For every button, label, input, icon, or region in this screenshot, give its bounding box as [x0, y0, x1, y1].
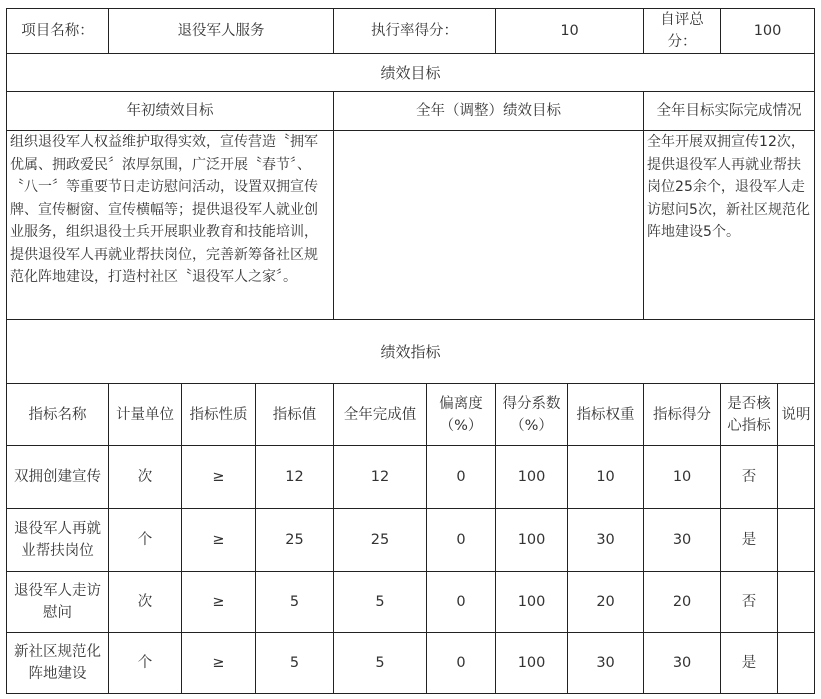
indicator-actual: 5: [334, 633, 427, 694]
indicator-unit: 个: [109, 509, 182, 572]
indicator-score: 20: [644, 572, 721, 633]
indicator-actual: 5: [334, 572, 427, 633]
goals-section-row: [7, 54, 815, 92]
indicator-weight: 30: [568, 509, 644, 572]
col-header-coef: 得分系数（%）: [496, 384, 568, 446]
indicator-core: 是: [721, 633, 778, 694]
indicator-weight: 30: [568, 633, 644, 694]
indicator-unit: 次: [109, 446, 182, 509]
indicator-deviation: 0: [427, 509, 496, 572]
indicator-nature: ≥: [182, 633, 256, 694]
project-name-value: 退役军人服务: [109, 9, 334, 54]
indicator-nature: ≥: [182, 509, 256, 572]
indicator-name: 退役军人走访慰问: [7, 572, 109, 633]
indicator-weight: 20: [568, 572, 644, 633]
goal-col-adjusted: 全年（调整）绩效目标: [334, 92, 644, 131]
indicators-section-title: 绩效指标: [7, 320, 815, 384]
indicator-deviation: 0: [427, 446, 496, 509]
indicator-note: [778, 633, 815, 694]
exec-rate-label: 执行率得分：: [334, 9, 496, 54]
indicator-nature: ≥: [182, 572, 256, 633]
indicators-header-row: [7, 384, 815, 446]
goals-column-header-row: [7, 92, 815, 131]
indicator-note: [778, 572, 815, 633]
col-header-core: 是否核心指标: [721, 384, 778, 446]
col-header-nature: 指标性质: [182, 384, 256, 446]
goals-section-title: 绩效目标: [7, 54, 815, 92]
indicator-core: 否: [721, 572, 778, 633]
indicator-note: [778, 509, 815, 572]
indicator-name: 退役军人再就业帮扶岗位: [7, 509, 109, 572]
indicator-core: 是: [721, 509, 778, 572]
table-row: [7, 446, 815, 509]
project-header-row: [7, 9, 815, 54]
goal-col-initial: 年初绩效目标: [7, 92, 334, 131]
adjusted-goal-text: [334, 131, 644, 320]
indicator-score: 30: [644, 633, 721, 694]
col-header-score: 指标得分: [644, 384, 721, 446]
col-header-target: 指标值: [256, 384, 334, 446]
goals-text-row: [7, 131, 815, 320]
indicator-coef: 100: [496, 572, 568, 633]
indicator-core: 否: [721, 446, 778, 509]
indicator-score: 10: [644, 446, 721, 509]
col-header-deviation: 偏离度（%）: [427, 384, 496, 446]
indicator-deviation: 0: [427, 633, 496, 694]
indicator-name: 新社区规范化阵地建设: [7, 633, 109, 694]
indicator-coef: 100: [496, 633, 568, 694]
table-row: [7, 509, 815, 572]
project-name-label: 项目名称：: [7, 9, 109, 54]
indicator-target: 5: [256, 633, 334, 694]
self-eval-value: 100: [721, 9, 815, 54]
col-header-weight: 指标权重: [568, 384, 644, 446]
col-header-note: 说明: [778, 384, 815, 446]
indicator-actual: 12: [334, 446, 427, 509]
indicator-note: [778, 446, 815, 509]
actual-goal-text: 全年开展双拥宣传12次，提供退役军人再就业帮扶岗位25余个，退役军人走访慰问5次，新社区规范化阵地建设5个。: [644, 131, 815, 320]
indicator-target: 25: [256, 509, 334, 572]
indicator-deviation: 0: [427, 572, 496, 633]
exec-rate-value: 10: [496, 9, 644, 54]
table-row: [7, 572, 815, 633]
indicator-weight: 10: [568, 446, 644, 509]
initial-goal-text: 组织退役军人权益维护取得实效，宣传营造〝拥军优属、拥政爱民〞浓厚氛围，广泛开展〝春节〞、〝八一〞等重要节日走访慰问活动，设置双拥宣传牌、宣传橱窗、宣传横幅等；提供退役军人就业创业服务，组织退役士兵开展职业教育和技能培训，提供退役军人再就业帮扶岗位，完善新筹备社区规范化阵地建设，打造村社区〝退役军人之家〞。: [7, 131, 334, 320]
col-header-name: 指标名称: [7, 384, 109, 446]
indicator-name: 双拥创建宣传: [7, 446, 109, 509]
indicator-target: 12: [256, 446, 334, 509]
indicator-nature: ≥: [182, 446, 256, 509]
indicator-actual: 25: [334, 509, 427, 572]
goal-col-actual: 全年目标实际完成情况: [644, 92, 815, 131]
table-row: [7, 633, 815, 694]
indicator-coef: 100: [496, 446, 568, 509]
indicator-score: 30: [644, 509, 721, 572]
col-header-unit: 计量单位: [109, 384, 182, 446]
performance-evaluation-table: [6, 8, 815, 694]
indicator-target: 5: [256, 572, 334, 633]
indicators-section-row: [7, 320, 815, 384]
indicator-unit: 个: [109, 633, 182, 694]
self-eval-label: 自评总分：: [644, 9, 721, 54]
col-header-actual: 全年完成值: [334, 384, 427, 446]
indicator-coef: 100: [496, 509, 568, 572]
indicator-unit: 次: [109, 572, 182, 633]
